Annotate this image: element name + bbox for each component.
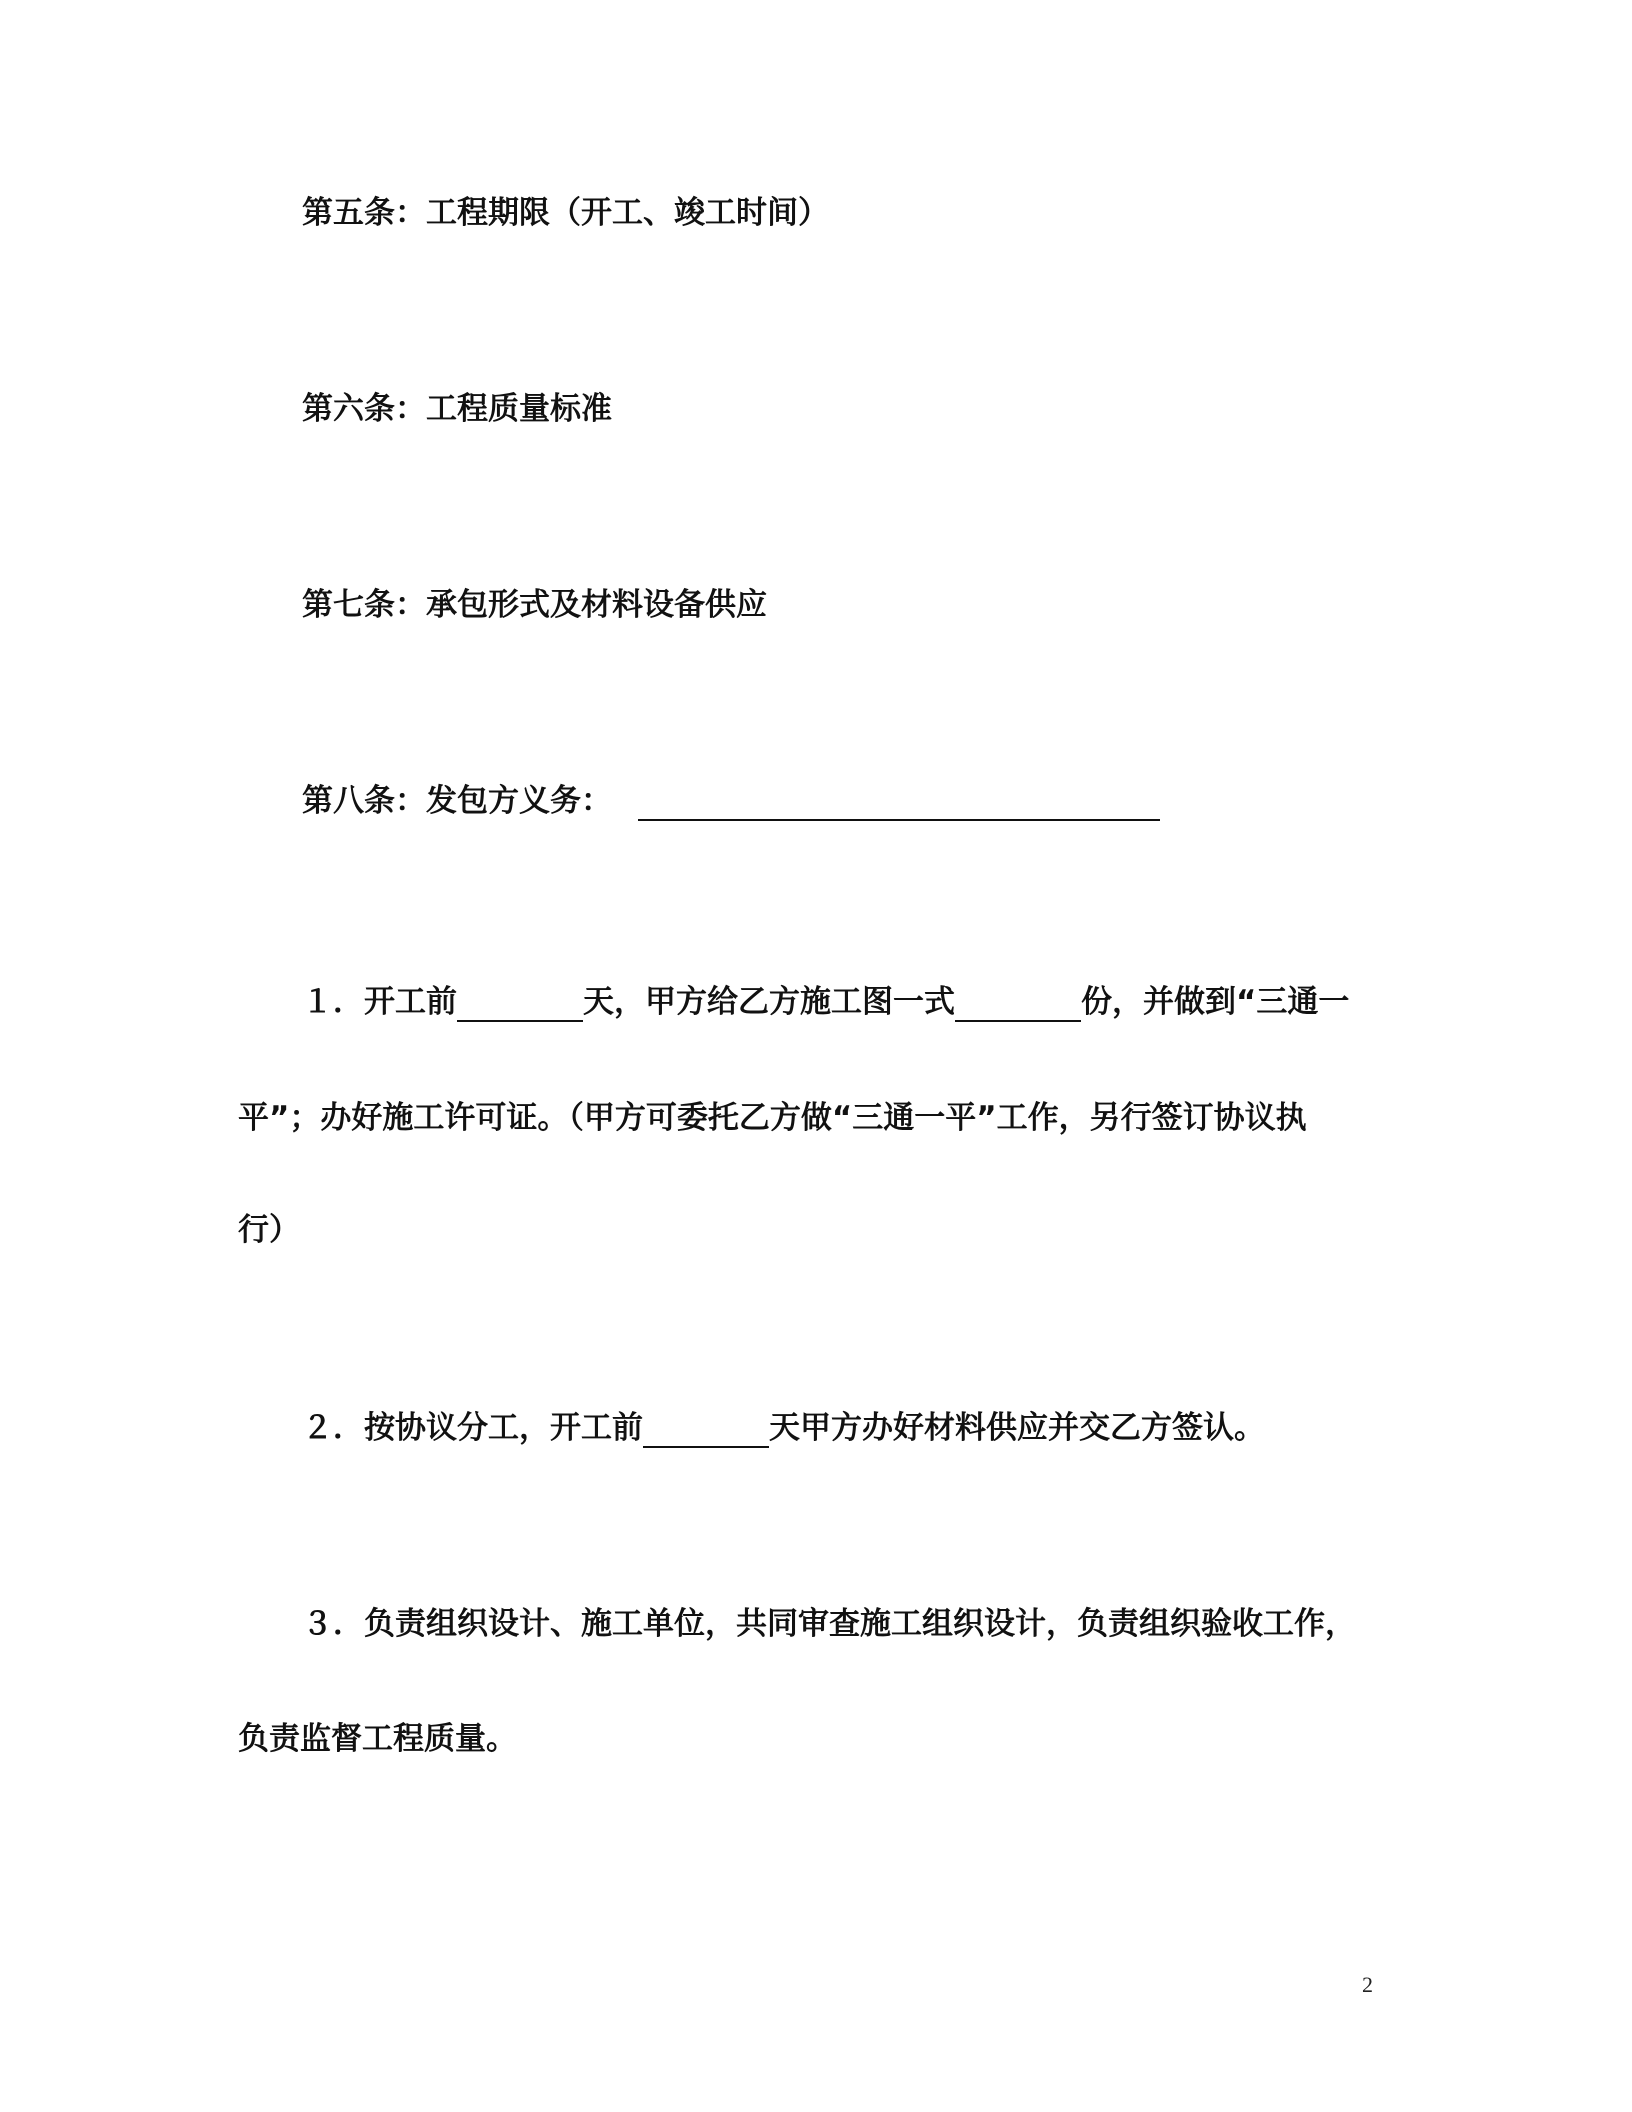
item-1-text-c: 份，并做到“三通一	[1081, 984, 1350, 1020]
item-3-line-2	[238, 1719, 517, 1759]
article-8-heading	[302, 781, 1160, 821]
item-3-text-line-2: 负责监督工程质量。	[238, 1721, 517, 1757]
item-1-text-a: １．开工前	[302, 984, 457, 1020]
item-2-text-b: 天甲方办好材料供应并交乙方签认。	[769, 1410, 1265, 1446]
item-1-text-line-2: 平”；办好施工许可证。（甲方可委托乙方做“三通一平”工作，另行签订协议执	[238, 1100, 1307, 1136]
item-1-text-b: 天，甲方给乙方施工图一式	[583, 984, 955, 1020]
item-2-line-1	[302, 1408, 1265, 1448]
article-6-text: 第六条：工程质量标准	[302, 391, 612, 427]
article-5-text: 第五条：工程期限（开工、竣工时间）	[302, 195, 829, 231]
article-6-heading	[302, 389, 612, 429]
article-8-label: 第八条：发包方义务：	[302, 783, 612, 819]
article-7-text: 第七条：承包形式及材料设备供应	[302, 587, 767, 623]
item-1-days-blank	[457, 988, 583, 1022]
item-1-text-line-3: 行）	[238, 1212, 300, 1248]
item-2-text-a: ２．按协议分工，开工前	[302, 1410, 643, 1446]
article-8-blank-line	[638, 787, 1160, 821]
item-3-line-1	[302, 1604, 1356, 1644]
article-5-heading	[302, 193, 829, 233]
item-3-text-line-1: ３．负责组织设计、施工单位，共同审查施工组织设计，负责组织验收工作，	[302, 1606, 1356, 1642]
item-1-line-3	[238, 1210, 300, 1250]
article-7-heading	[302, 585, 767, 625]
item-2-days-blank	[643, 1414, 769, 1448]
page-number: 2	[1362, 1972, 1373, 1997]
item-1-copies-blank	[955, 988, 1081, 1022]
item-1-line-2	[238, 1098, 1307, 1138]
item-1-line-1	[302, 982, 1349, 1022]
